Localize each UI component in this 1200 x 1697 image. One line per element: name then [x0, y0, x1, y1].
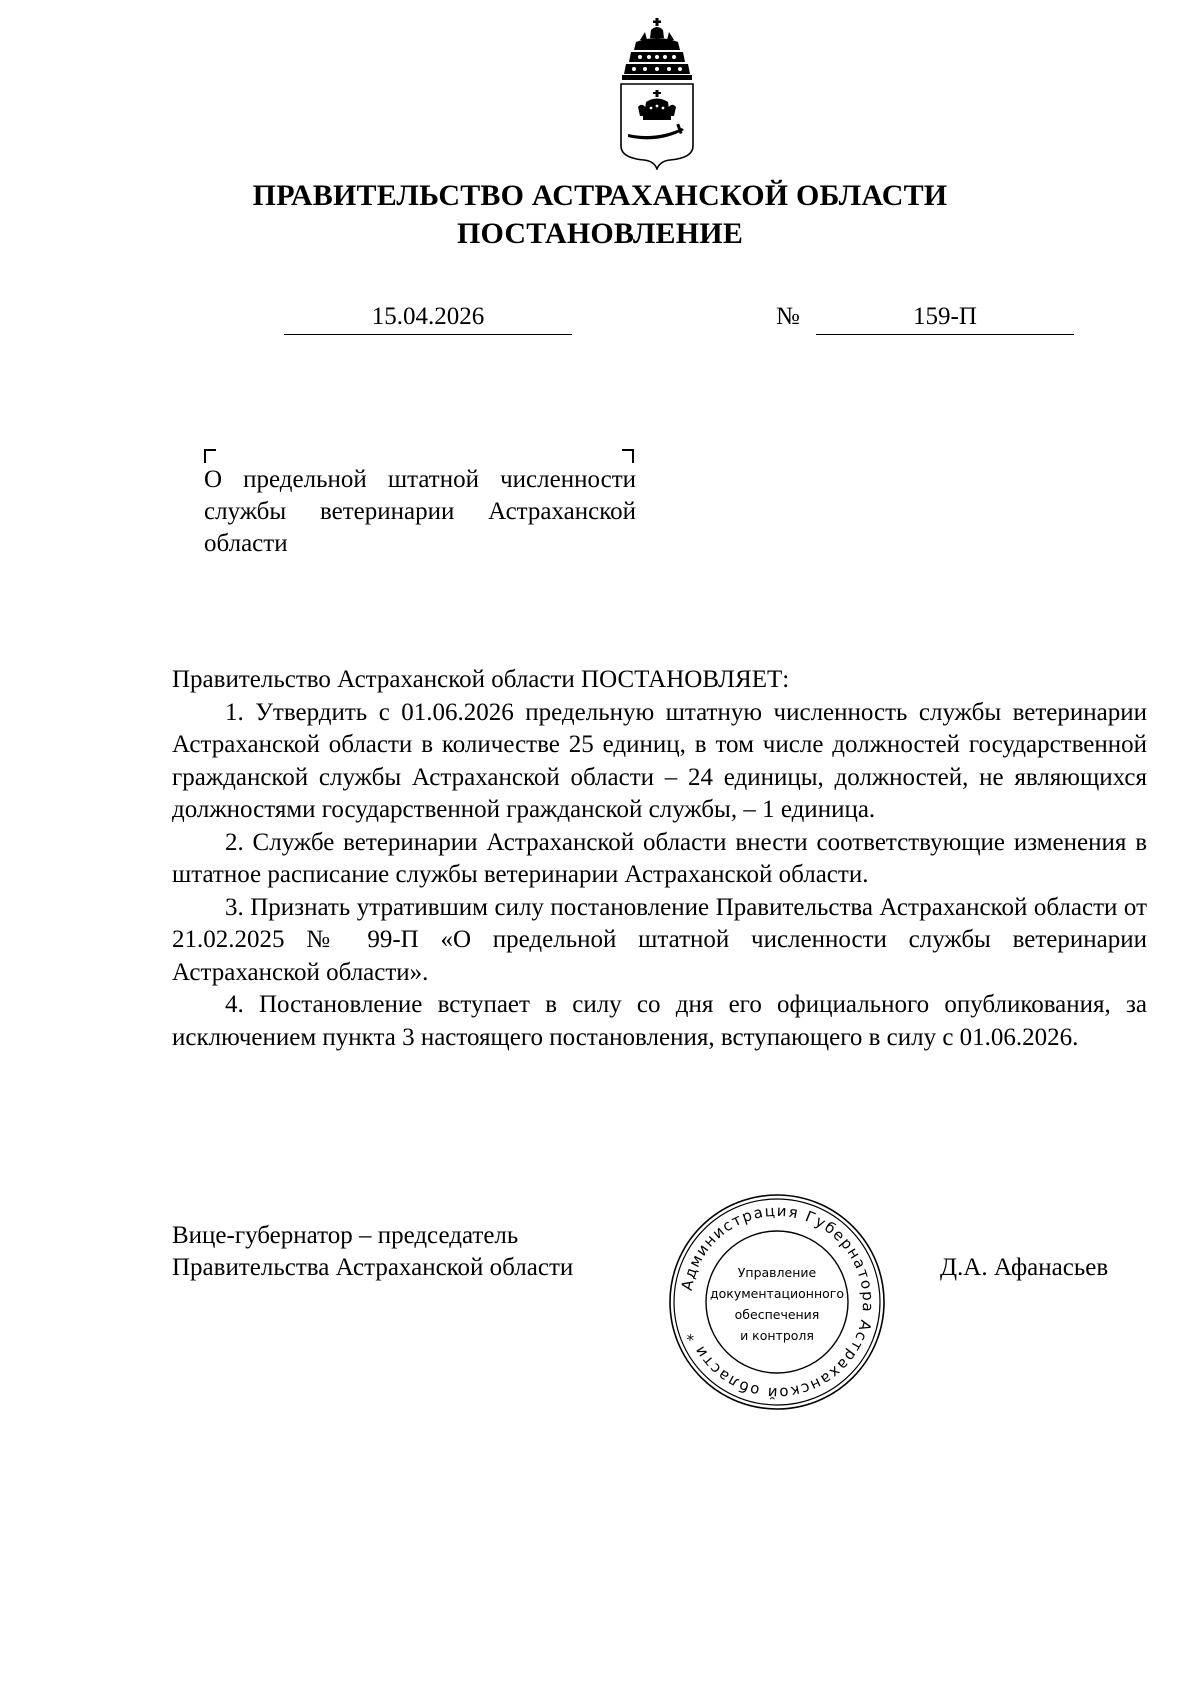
document-date: 15.04.2026 [284, 300, 572, 335]
document-subject: О предельной штатной численности службы ветеринарии Астраханской области [204, 466, 636, 557]
subject-corner-right [622, 449, 634, 463]
signer-position [172, 1220, 573, 1284]
stamp-ring-text: Администрация Губернатора Астраханской области * [677, 1201, 878, 1403]
resolution-item-4: 4. Постановление вступает в силу со дня его официального опубликования, за исключением пункта 3 настоящего постановления, вступающего в силу с 01.06.2026. [172, 991, 1147, 1051]
stamp-center-line-4: и контроля [740, 1328, 814, 1343]
resolution-intro: Правительство Астраханской области ПОСТАНОВЛЯЕТ: [172, 666, 790, 693]
coat-of-arms-icon [618, 18, 696, 170]
resolution-item-2: 2. Службе ветеринарии Астраханской области внести соответствующие изменения в штатное расписание службы ветеринарии Астраханской области. [172, 828, 1147, 888]
organization-name: ПРАВИТЕЛЬСТВО АСТРАХАНСКОЙ ОБЛАСТИ [252, 179, 948, 212]
number-sign: № [776, 303, 800, 330]
document-header [0, 177, 1200, 253]
resolution-item-1: 1. Утвердить с 01.06.2026 предельную штатную численность службы ветеринарии Астраханской области в количестве 25 единиц, в том числе должностей государственной гражданской службы Астраханской области – 24 единицы, должностей, не являющихся должностями государственной гражданской службы, – 1 единица. [172, 698, 1147, 823]
signer-name: Д.А. Афанасьев [940, 1254, 1109, 1281]
signer-position-line-1: Вице-губернатор – председатель [172, 1222, 519, 1249]
stamp-center-line-3: обеспечения [734, 1307, 820, 1322]
document-type: ПОСТАНОВЛЕНИЕ [456, 217, 744, 250]
signer-position-line-2: Правительства Астраханской области [172, 1254, 574, 1281]
official-stamp [667, 1192, 887, 1412]
subject-corner-left [204, 449, 216, 463]
stamp-center-line-1: Управление [737, 1265, 817, 1280]
document-number: 159-П [816, 300, 1074, 335]
svg-text:Администрация Губернатора Астр [678, 1202, 877, 1402]
resolution-item-3: 3. Признать утратившим силу постановление Правительства Астраханской области от 21.02.2025 № 99-П «О предельной штатной численности службы ветеринарии Астраханской области». [172, 893, 1147, 986]
document-body [172, 664, 1147, 1054]
stamp-center-line-2: документационного [710, 1286, 844, 1301]
